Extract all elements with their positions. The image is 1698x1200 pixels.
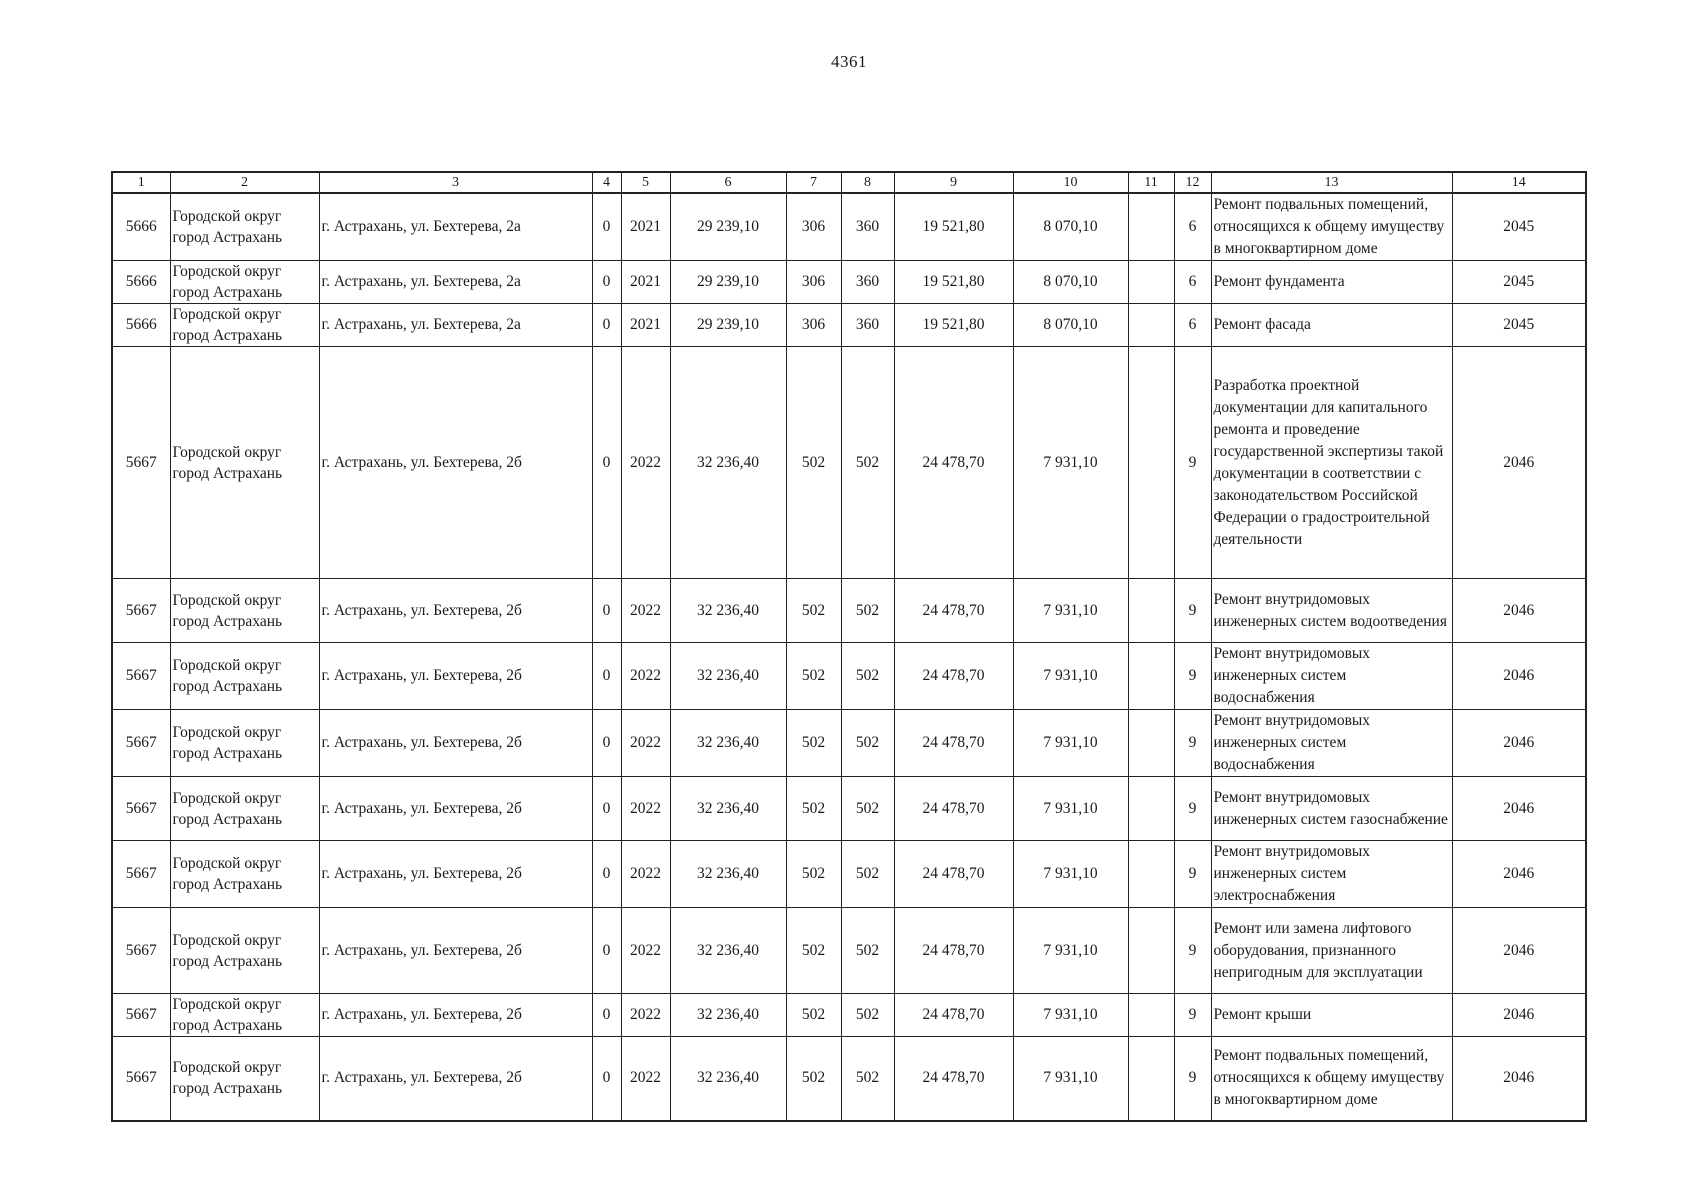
col12-cell: 9 <box>1174 908 1211 994</box>
col10-cell: 7 931,10 <box>1013 777 1128 841</box>
col4-cell: 0 <box>592 347 621 579</box>
year-cell: 2022 <box>621 777 670 841</box>
total-area-cell: 32 236,40 <box>670 777 786 841</box>
col4-cell: 0 <box>592 579 621 643</box>
col7-cell: 502 <box>786 347 841 579</box>
column-header-8: 8 <box>841 172 894 193</box>
col4-cell: 0 <box>592 261 621 304</box>
address-cell: г. Астрахань, ул. Бехтерева, 2б <box>319 908 592 994</box>
col8-cell: 502 <box>841 841 894 908</box>
planned-year-cell: 2046 <box>1452 710 1586 777</box>
year-cell: 2021 <box>621 193 670 261</box>
planned-year-cell: 2046 <box>1452 1037 1586 1121</box>
col12-cell: 9 <box>1174 777 1211 841</box>
col9-cell: 24 478,70 <box>894 579 1013 643</box>
col9-cell: 19 521,80 <box>894 304 1013 347</box>
repair-type-cell: Ремонт подвальных помещений, относящихся к общему имуществу в многоквартирном доме <box>1211 193 1452 261</box>
col12-cell: 9 <box>1174 994 1211 1037</box>
address-cell: г. Астрахань, ул. Бехтерева, 2а <box>319 193 592 261</box>
planned-year-cell: 2046 <box>1452 841 1586 908</box>
col10-cell: 7 931,10 <box>1013 1037 1128 1121</box>
col9-cell: 24 478,70 <box>894 347 1013 579</box>
municipality-cell: Городской округ город Астрахань <box>170 841 319 908</box>
col7-cell: 306 <box>786 261 841 304</box>
address-cell: г. Астрахань, ул. Бехтерева, 2б <box>319 643 592 710</box>
row-number-cell: 5667 <box>112 908 170 994</box>
planned-year-cell: 2046 <box>1452 347 1586 579</box>
col10-cell: 7 931,10 <box>1013 908 1128 994</box>
table-row <box>112 710 1586 777</box>
col11-cell <box>1128 994 1174 1037</box>
year-cell: 2021 <box>621 261 670 304</box>
col8-cell: 360 <box>841 304 894 347</box>
column-number-header-row <box>112 172 1586 193</box>
col9-cell: 24 478,70 <box>894 710 1013 777</box>
col7-cell: 502 <box>786 777 841 841</box>
col8-cell: 502 <box>841 777 894 841</box>
col12-cell: 9 <box>1174 643 1211 710</box>
year-cell: 2022 <box>621 643 670 710</box>
municipality-cell: Городской округ город Астрахань <box>170 304 319 347</box>
total-area-cell: 32 236,40 <box>670 710 786 777</box>
column-header-12: 12 <box>1174 172 1211 193</box>
planned-year-cell: 2046 <box>1452 994 1586 1037</box>
col8-cell: 360 <box>841 193 894 261</box>
col12-cell: 9 <box>1174 579 1211 643</box>
address-cell: г. Астрахань, ул. Бехтерева, 2б <box>319 994 592 1037</box>
year-cell: 2022 <box>621 579 670 643</box>
col8-cell: 502 <box>841 1037 894 1121</box>
address-cell: г. Астрахань, ул. Бехтерева, 2б <box>319 710 592 777</box>
repair-type-cell: Ремонт внутридомовых инженерных систем водоснабжения <box>1211 710 1452 777</box>
col10-cell: 7 931,10 <box>1013 710 1128 777</box>
total-area-cell: 32 236,40 <box>670 643 786 710</box>
column-header-3: 3 <box>319 172 592 193</box>
col11-cell <box>1128 710 1174 777</box>
col7-cell: 502 <box>786 908 841 994</box>
row-number-cell: 5666 <box>112 304 170 347</box>
col10-cell: 8 070,10 <box>1013 261 1128 304</box>
col11-cell <box>1128 193 1174 261</box>
row-number-cell: 5667 <box>112 579 170 643</box>
municipality-cell: Городской округ город Астрахань <box>170 643 319 710</box>
col11-cell <box>1128 347 1174 579</box>
col7-cell: 502 <box>786 841 841 908</box>
col8-cell: 360 <box>841 261 894 304</box>
total-area-cell: 32 236,40 <box>670 347 786 579</box>
col9-cell: 19 521,80 <box>894 261 1013 304</box>
col11-cell <box>1128 643 1174 710</box>
total-area-cell: 29 239,10 <box>670 261 786 304</box>
col8-cell: 502 <box>841 710 894 777</box>
municipality-cell: Городской округ город Астрахань <box>170 193 319 261</box>
repair-type-cell: Ремонт фасада <box>1211 304 1452 347</box>
col7-cell: 306 <box>786 193 841 261</box>
row-number-cell: 5666 <box>112 193 170 261</box>
col4-cell: 0 <box>592 304 621 347</box>
col12-cell: 9 <box>1174 347 1211 579</box>
col4-cell: 0 <box>592 1037 621 1121</box>
total-area-cell: 29 239,10 <box>670 304 786 347</box>
municipality-cell: Городской округ город Астрахань <box>170 908 319 994</box>
municipality-cell: Городской округ город Астрахань <box>170 710 319 777</box>
column-header-10: 10 <box>1013 172 1128 193</box>
col9-cell: 24 478,70 <box>894 994 1013 1037</box>
column-header-9: 9 <box>894 172 1013 193</box>
repair-type-cell: Ремонт подвальных помещений, относящихся к общему имуществу в многоквартирном доме <box>1211 1037 1452 1121</box>
table-row <box>112 1037 1586 1121</box>
column-header-1: 1 <box>112 172 170 193</box>
col11-cell <box>1128 579 1174 643</box>
col7-cell: 306 <box>786 304 841 347</box>
col4-cell: 0 <box>592 643 621 710</box>
col4-cell: 0 <box>592 841 621 908</box>
col11-cell <box>1128 777 1174 841</box>
table-row <box>112 304 1586 347</box>
repair-type-cell: Ремонт внутридомовых инженерных систем водоотведения <box>1211 579 1452 643</box>
year-cell: 2022 <box>621 841 670 908</box>
column-header-4: 4 <box>592 172 621 193</box>
repair-type-cell: Ремонт внутридомовых инженерных систем электроснабжения <box>1211 841 1452 908</box>
row-number-cell: 5667 <box>112 777 170 841</box>
row-number-cell: 5667 <box>112 994 170 1037</box>
year-cell: 2022 <box>621 1037 670 1121</box>
year-cell: 2022 <box>621 710 670 777</box>
row-number-cell: 5666 <box>112 261 170 304</box>
col12-cell: 6 <box>1174 304 1211 347</box>
total-area-cell: 32 236,40 <box>670 994 786 1037</box>
repair-type-cell: Разработка проектной документации для капитального ремонта и проведение государственной экспертизы такой документации в соответствии с законодательством Российской Федерации о градостроительной деятельности <box>1211 347 1452 579</box>
repair-type-cell: Ремонт или замена лифтового оборудования, признанного непригодным для эксплуатации <box>1211 908 1452 994</box>
year-cell: 2021 <box>621 304 670 347</box>
row-number-cell: 5667 <box>112 710 170 777</box>
col8-cell: 502 <box>841 643 894 710</box>
col9-cell: 24 478,70 <box>894 777 1013 841</box>
row-number-cell: 5667 <box>112 841 170 908</box>
planned-year-cell: 2045 <box>1452 261 1586 304</box>
col4-cell: 0 <box>592 994 621 1037</box>
total-area-cell: 29 239,10 <box>670 193 786 261</box>
col4-cell: 0 <box>592 777 621 841</box>
col10-cell: 7 931,10 <box>1013 579 1128 643</box>
table-row <box>112 994 1586 1037</box>
col8-cell: 502 <box>841 579 894 643</box>
column-header-6: 6 <box>670 172 786 193</box>
col10-cell: 8 070,10 <box>1013 304 1128 347</box>
col7-cell: 502 <box>786 1037 841 1121</box>
table-row <box>112 777 1586 841</box>
address-cell: г. Астрахань, ул. Бехтерева, 2б <box>319 1037 592 1121</box>
col4-cell: 0 <box>592 710 621 777</box>
row-number-cell: 5667 <box>112 643 170 710</box>
year-cell: 2022 <box>621 908 670 994</box>
planned-year-cell: 2045 <box>1452 193 1586 261</box>
col11-cell <box>1128 1037 1174 1121</box>
col10-cell: 7 931,10 <box>1013 841 1128 908</box>
total-area-cell: 32 236,40 <box>670 579 786 643</box>
total-area-cell: 32 236,40 <box>670 841 786 908</box>
table-row <box>112 193 1586 261</box>
address-cell: г. Астрахань, ул. Бехтерева, 2б <box>319 579 592 643</box>
col10-cell: 7 931,10 <box>1013 347 1128 579</box>
table-body <box>112 193 1586 1121</box>
column-header-14: 14 <box>1452 172 1586 193</box>
col12-cell: 6 <box>1174 193 1211 261</box>
col11-cell <box>1128 261 1174 304</box>
row-number-cell: 5667 <box>112 347 170 579</box>
page-number: 4361 <box>831 52 867 71</box>
municipality-cell: Городской округ город Астрахань <box>170 777 319 841</box>
col10-cell: 7 931,10 <box>1013 643 1128 710</box>
table-row <box>112 347 1586 579</box>
col9-cell: 24 478,70 <box>894 643 1013 710</box>
col4-cell: 0 <box>592 908 621 994</box>
address-cell: г. Астрахань, ул. Бехтерева, 2б <box>319 841 592 908</box>
col12-cell: 9 <box>1174 1037 1211 1121</box>
repair-type-cell: Ремонт внутридомовых инженерных систем газоснабжение <box>1211 777 1452 841</box>
col9-cell: 24 478,70 <box>894 908 1013 994</box>
table-row <box>112 261 1586 304</box>
col11-cell <box>1128 304 1174 347</box>
repair-type-cell: Ремонт фундамента <box>1211 261 1452 304</box>
municipality-cell: Городской округ город Астрахань <box>170 994 319 1037</box>
planned-year-cell: 2046 <box>1452 643 1586 710</box>
col8-cell: 502 <box>841 908 894 994</box>
municipality-cell: Городской округ город Астрахань <box>170 579 319 643</box>
col12-cell: 9 <box>1174 710 1211 777</box>
col9-cell: 24 478,70 <box>894 1037 1013 1121</box>
year-cell: 2022 <box>621 994 670 1037</box>
col9-cell: 24 478,70 <box>894 841 1013 908</box>
address-cell: г. Астрахань, ул. Бехтерева, 2б <box>319 777 592 841</box>
col12-cell: 9 <box>1174 841 1211 908</box>
column-header-13: 13 <box>1211 172 1452 193</box>
col7-cell: 502 <box>786 710 841 777</box>
col7-cell: 502 <box>786 643 841 710</box>
address-cell: г. Астрахань, ул. Бехтерева, 2б <box>319 347 592 579</box>
col12-cell: 6 <box>1174 261 1211 304</box>
col8-cell: 502 <box>841 347 894 579</box>
planned-year-cell: 2046 <box>1452 579 1586 643</box>
year-cell: 2022 <box>621 347 670 579</box>
municipality-cell: Городской округ город Астрахань <box>170 347 319 579</box>
table-row <box>112 908 1586 994</box>
address-cell: г. Астрахань, ул. Бехтерева, 2а <box>319 261 592 304</box>
planned-year-cell: 2046 <box>1452 908 1586 994</box>
repair-type-cell: Ремонт крыши <box>1211 994 1452 1037</box>
municipality-cell: Городской округ город Астрахань <box>170 261 319 304</box>
planned-year-cell: 2046 <box>1452 777 1586 841</box>
column-header-7: 7 <box>786 172 841 193</box>
col8-cell: 502 <box>841 994 894 1037</box>
col11-cell <box>1128 908 1174 994</box>
municipality-cell: Городской округ город Астрахань <box>170 1037 319 1121</box>
address-cell: г. Астрахань, ул. Бехтерева, 2а <box>319 304 592 347</box>
col7-cell: 502 <box>786 579 841 643</box>
col9-cell: 19 521,80 <box>894 193 1013 261</box>
row-number-cell: 5667 <box>112 1037 170 1121</box>
table-row <box>112 841 1586 908</box>
planned-year-cell: 2045 <box>1452 304 1586 347</box>
capital-repair-table <box>111 171 1587 1122</box>
column-header-11: 11 <box>1128 172 1174 193</box>
column-header-5: 5 <box>621 172 670 193</box>
col11-cell <box>1128 841 1174 908</box>
column-header-2: 2 <box>170 172 319 193</box>
col7-cell: 502 <box>786 994 841 1037</box>
table-row <box>112 643 1586 710</box>
col10-cell: 8 070,10 <box>1013 193 1128 261</box>
col4-cell: 0 <box>592 193 621 261</box>
repair-type-cell: Ремонт внутридомовых инженерных систем водоснабжения <box>1211 643 1452 710</box>
col10-cell: 7 931,10 <box>1013 994 1128 1037</box>
total-area-cell: 32 236,40 <box>670 908 786 994</box>
table-row <box>112 579 1586 643</box>
total-area-cell: 32 236,40 <box>670 1037 786 1121</box>
